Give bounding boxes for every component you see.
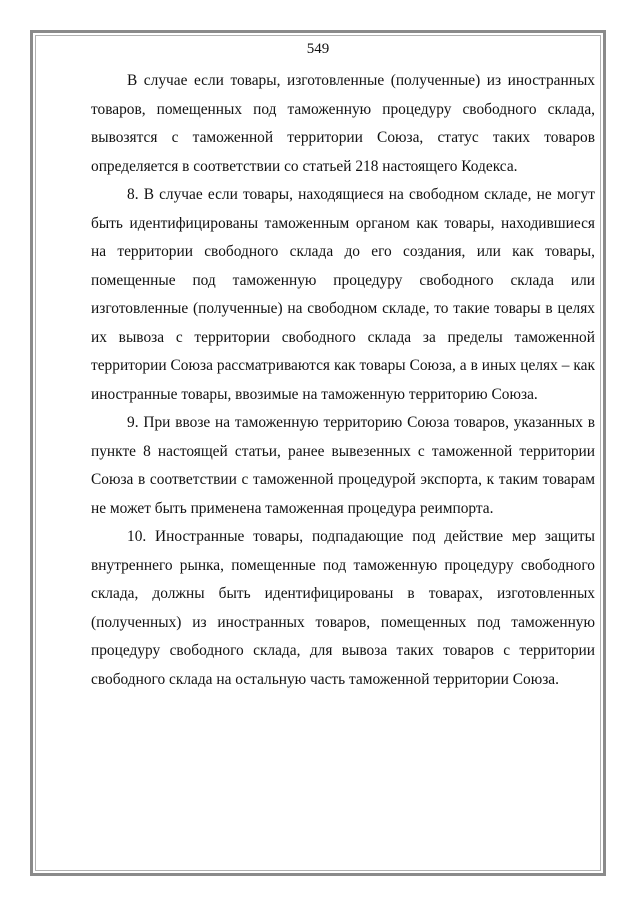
page-frame (30, 30, 606, 876)
document-body (91, 67, 595, 694)
page-number: 549 (306, 41, 330, 57)
paragraph-10: 10. Иностранные товары, подпадающие под действие мер защиты внутреннего рынка, помещенные под таможенную процедуру свободного склада, должны быть идентифицированы в товарах, изготовленных (полученных) из иностранных товаров, помещенных под таможенную процедуру свободного склада, для вывоза таких товаров с территории свободного склада на остальную часть таможенной территории Союза. (91, 528, 595, 688)
paragraph-9: 9. При ввозе на таможенную территорию Союза товаров, указанных в пункте 8 настоящей статьи, ранее вывезенных с таможенной территории Союза в соответствии с таможенной процедурой экспорта, к таким товарам не может быть применена таможенная процедура реимпорта. (91, 414, 595, 517)
paragraph-intro: В случае если товары, изготовленные (полученные) из иностранных товаров, помещенных под таможенную процедуру свободного склада, вывозятся с таможенной территории Союза, статус таких товаров определяется в соответствии со статьей 218 настоящего Кодекса. (91, 72, 595, 175)
paragraph-8: 8. В случае если товары, находящиеся на свободном складе, не могут быть идентифицированы таможенным органом как товары, находившиеся на территории свободного склада до его создания, или как товары, помещенные под таможенную процедуру свободного склада или изготовленные (полученные) на свободном складе, то такие товары в целях их вывоза с территории свободного склада за пределы таможенной территории Союза рассматриваются как товары Союза, а в иных целях – как иностранные товары, ввозимые на таможенную территорию Союза. (91, 186, 595, 403)
